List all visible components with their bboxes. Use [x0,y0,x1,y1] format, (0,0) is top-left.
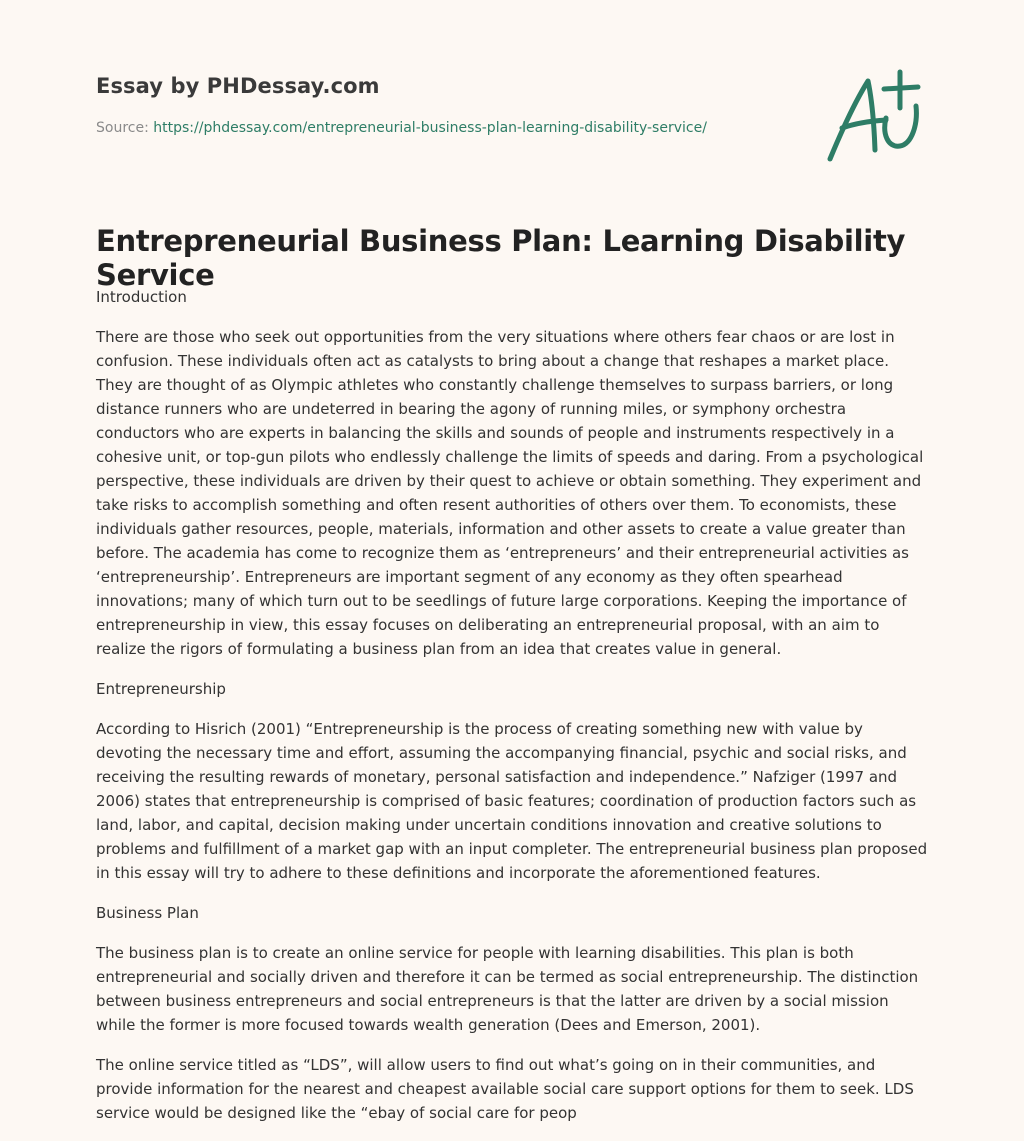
paragraph: According to Hisrich (2001) “Entrepreneurship is the process of creating something new with value by devoting the necessary time and effort, assuming the accompanying financial, psychic and social risks, and receiving the resulting rewards of monetary, personal satisfaction and independence.” Nafziger (1997 and 2006) states that entrepreneurship is comprised of basic features; coordination of production factors such as land, labor, and capital, decision making under uncertain conditions innovation and creative solutions to problems and fulfillment of a market gap with an input completer. The entrepreneurial business plan proposed in this essay will try to adhere to these definitions and incorporate the aforementioned features. [96,720,928,882]
article-body [96,285,928,1141]
essay-header [96,74,816,136]
paragraph: The business plan is to create an online service for people with learning disabilities. This plan is both entrepreneurial and socially driven and therefore it can be termed as social entrepreneurship. The distinction between business entrepreneurs and social entrepreneurs is that the latter are driven by a social mission while the former is more focused towards wealth generation (Dees and Emerson, 2001). [96,944,919,1034]
paragraph: There are those who seek out opportunities from the very situations where others fear chaos or are lost in confusion. These individuals often act as catalysts to bring about a change that reshapes a market place. They are thought of as Olympic athletes who constantly challenge themselves to surpass barriers, or long distance runners who are undeterred in bearing the agony of running miles, or symphony orchestra conductors who are experts in balancing the skills and sounds of people and instruments respectively in a cohesive unit, or top-gun pilots who endlessly challenge the limits of speeds and daring. From a psychological perspective, these individuals are driven by their quest to achieve or obtain something. They experiment and take risks to accomplish something and often resent authorities of others over them. To economists, these individuals gather resources, people, materials, information and other assets to create a value greater than before. The academia has come to recognize them as ‘entrepreneurs’ and their entrepreneurial activities as ‘entrepreneurship’. Entrepreneurs are important segment of any economy as they often spearhead innovations; many of which turn out to be seedlings of future large corporations. Keeping the importance of entrepreneurship in view, this essay focuses on deliberating an entrepreneurial proposal, with an aim to realize the rigors of formulating a business plan from an idea that creates value in general. [96,328,924,658]
section-heading: Entrepreneurship [96,680,226,698]
paragraph: The online service titled as “LDS”, will allow users to find out what’s going on in their communities, and provide information for the nearest and cheapest available social care support options for them to seek. LDS service would be designed like the “ebay of social care for peop [96,1056,914,1122]
a-plus-logo-icon [818,62,928,172]
source-label: Source: [96,120,154,136]
section-heading: Introduction [96,288,187,306]
article-title: Entrepreneurial Business Plan: Learning Disability Service [96,224,906,292]
brand-title: Essay by PHDessay.com [96,74,380,98]
section-heading: Business Plan [96,904,199,922]
source-line [96,120,816,136]
source-link[interactable]: https://phdessay.com/entrepreneurial-business-plan-learning-disability-service/ [153,120,707,136]
